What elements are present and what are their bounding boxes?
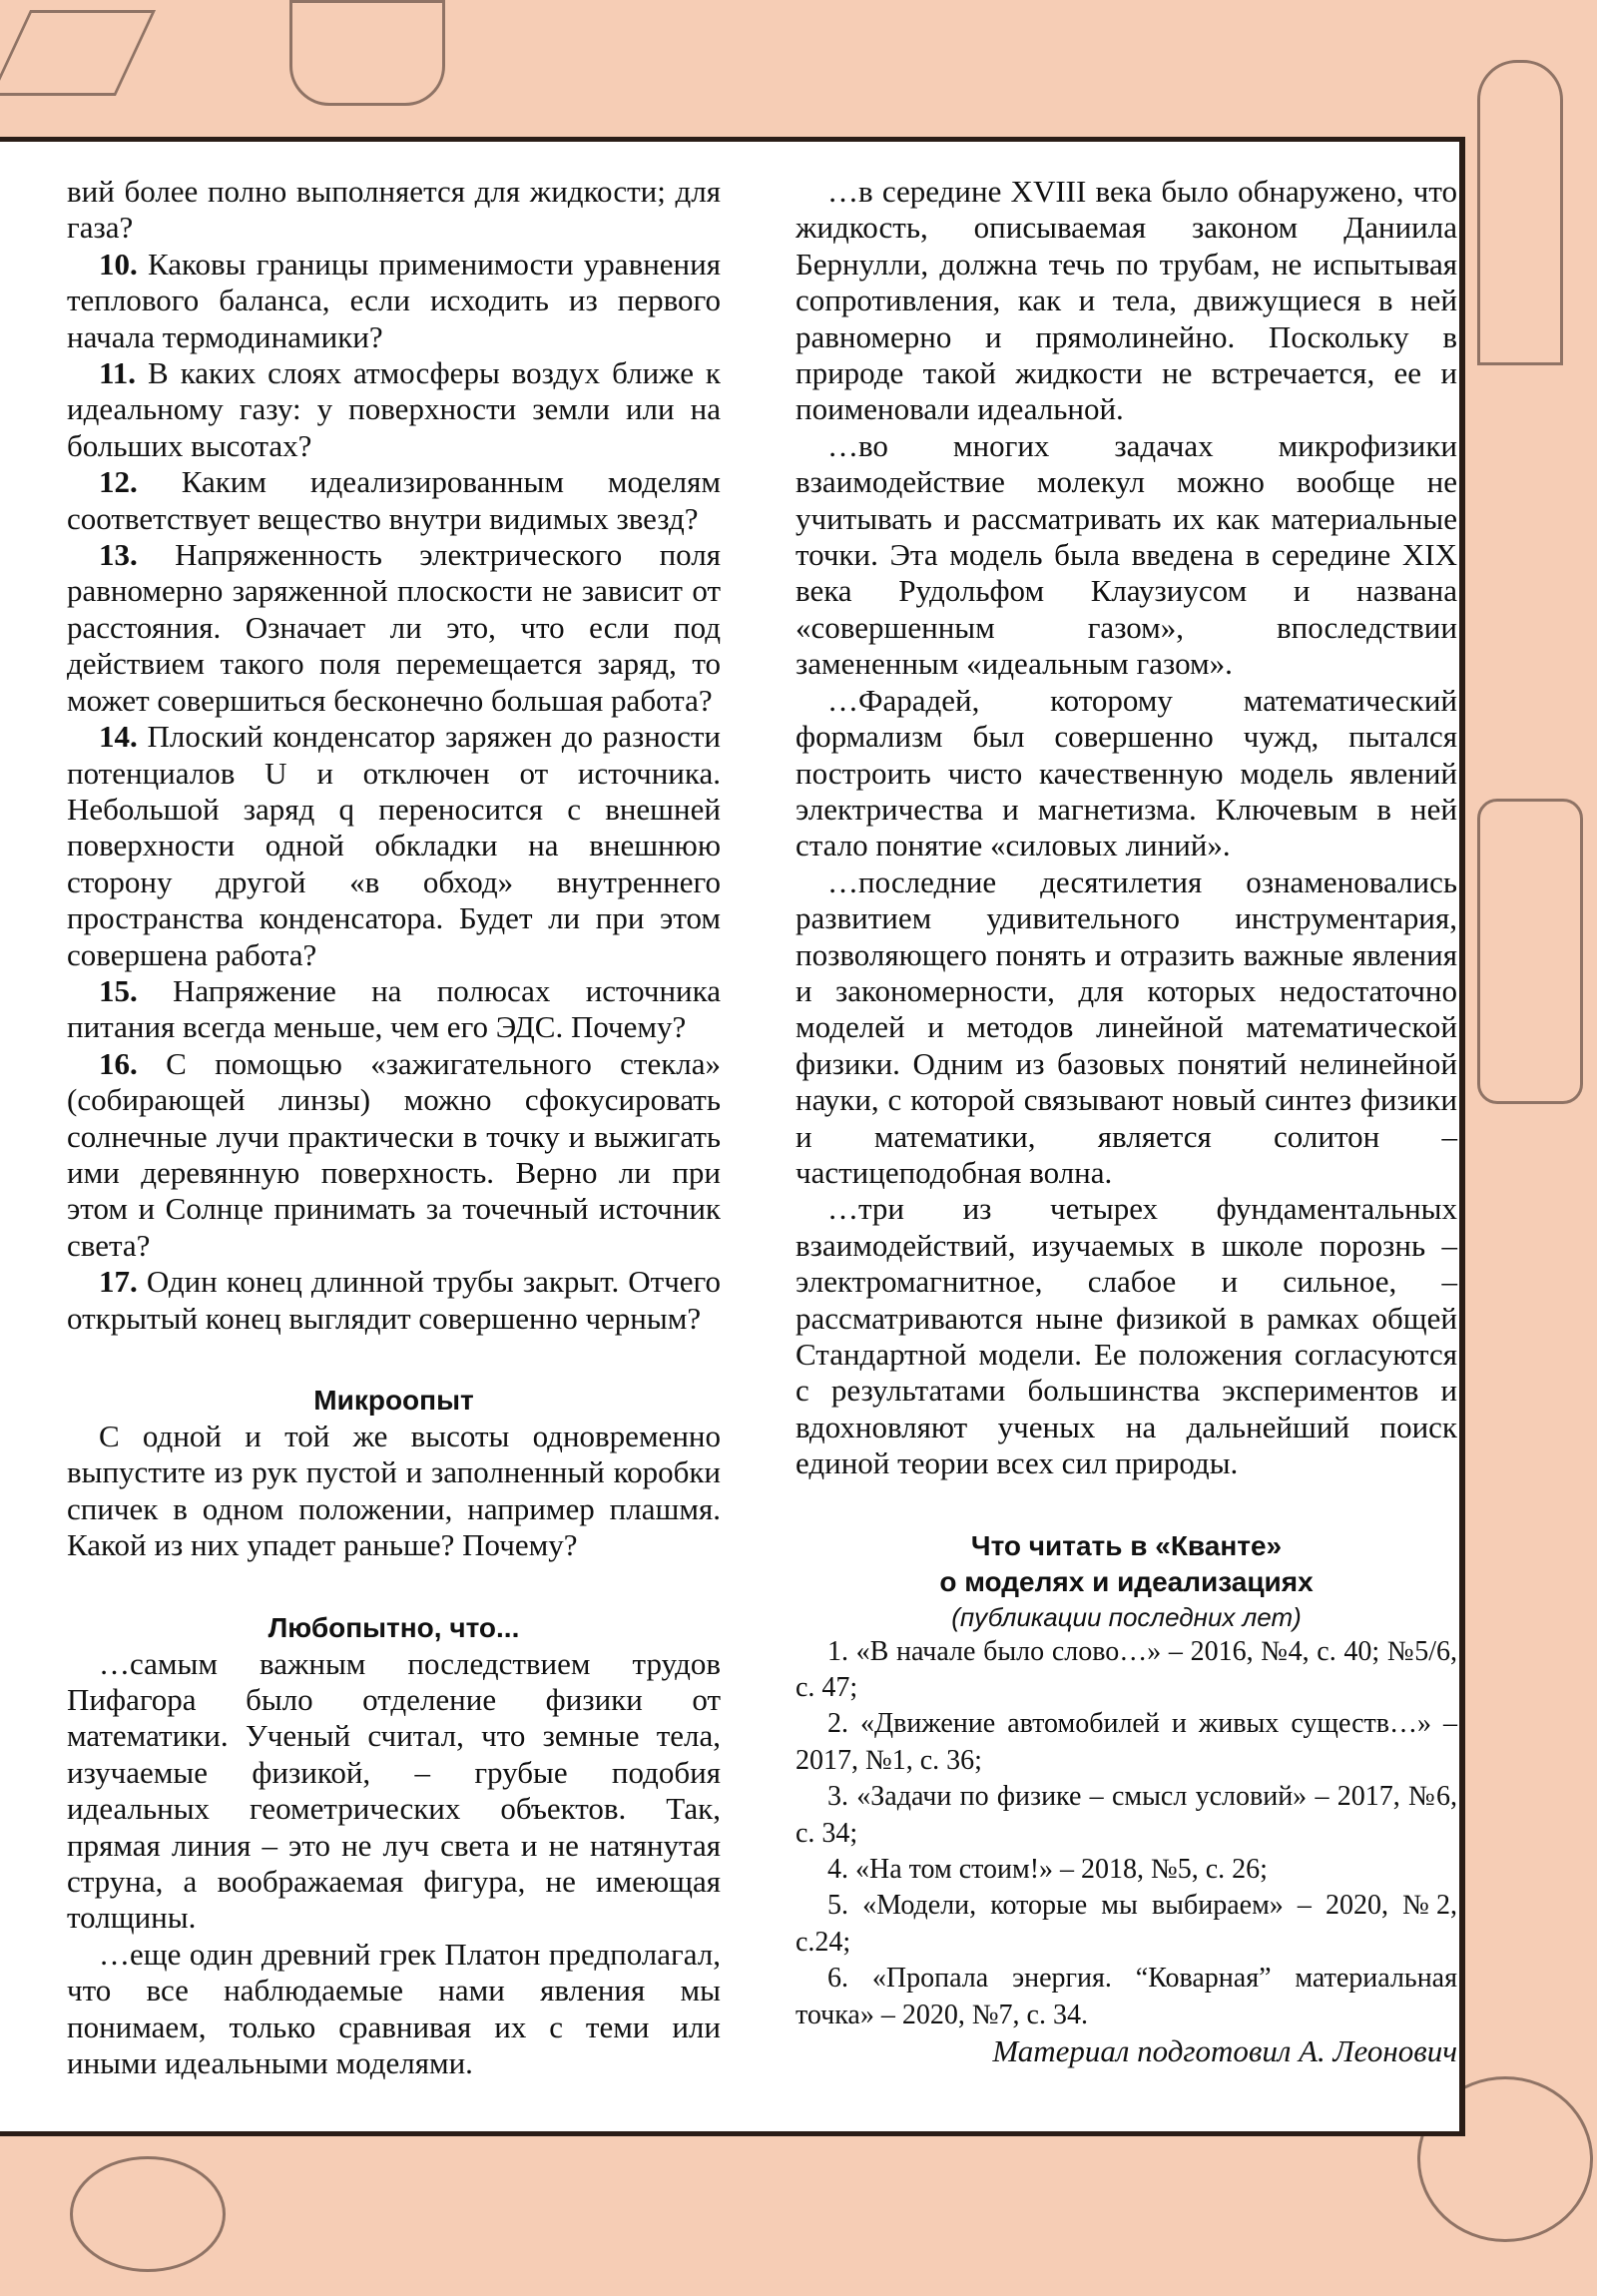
sketch-pot-decoration bbox=[289, 0, 445, 106]
reading-heading-line1: Что читать в «Кванте» bbox=[970, 1529, 1283, 1561]
microexp-text: С одной и той же высоты одновременно выпустите из рук пустой и заполненный коробки спичек в одном положении, например плашмя. Какой из них упадет раньше? Почему? bbox=[67, 1419, 721, 1563]
reference-item: 6. «Пропала энергия. “Коварная” материальная точка» – 2020, №7, с. 34. bbox=[796, 1963, 1457, 2030]
question-item bbox=[67, 464, 721, 537]
fact-paragraph: …три из четырех фундаментальных взаимодействий, изучаемых в школе порознь – электромагнитное, слабое и сильное, – рассматриваются ныне физикой в рамках общей Стандартной модели. Ее положения согласуются с результатами большинства экспериментов и вдохновляют ученых на дальнейший поиск единой теории всех сил природы. bbox=[796, 1191, 1457, 1481]
question-text: Каким идеализированным моделям соответствует вещество внутри видимых звезд? bbox=[67, 464, 721, 536]
question-text: Напряжение на полюсах источника питания всегда меньше, чем его ЭДС. Почему? bbox=[67, 972, 721, 1045]
question-number: 13. bbox=[99, 537, 138, 573]
left-column bbox=[67, 174, 721, 2082]
right-column bbox=[796, 174, 1457, 2070]
question-number: 14. bbox=[99, 719, 138, 755]
fact-paragraph: …последние десятилетия ознаменовались развитием удивительного инструментария, позволяющего понять и отразить важные явления и закономерности, для которых недостаточно моделей и методов линейной математической физики. Одним из базовых понятий нелинейной науки, с которой связывают новый синтез физики и математики, является солитон – частицеподобная волна. bbox=[796, 863, 1457, 1190]
article-page bbox=[0, 137, 1465, 2136]
microexp-heading: Микроопыт bbox=[313, 1385, 474, 1416]
sketch-watermelon-decoration bbox=[70, 2156, 226, 2272]
question-text: Плоский конденсатор заряжен до разности потенциалов U и отключен от источника. Небольшой заряд q переносится с внешней поверхности одной обкладки на внешнюю сторону другой «в обход» внутреннего пространства конденсатора. Будет ли при этом совершена работа? bbox=[67, 719, 722, 972]
reading-subtitle: (публикации последних лет) bbox=[951, 1601, 1302, 1632]
continued-text: вий более полно выполняется для жидкости; для газа? bbox=[67, 174, 721, 246]
question-list bbox=[67, 247, 721, 1337]
question-number: 17. bbox=[99, 1264, 138, 1300]
reading-heading-line2: о моделях и идеализациях bbox=[939, 1565, 1314, 1597]
question-item bbox=[67, 973, 721, 1046]
question-item bbox=[67, 1264, 721, 1337]
question-text: Напряженность электрического поля равномерно заряженной плоскости не зависит от расстояния. Означает ли это, что если под действием такого поля перемещается заряд, то может совершиться бесконечно большая работа? bbox=[67, 537, 721, 718]
reference-item: 1. «В начале было слово…» – 2016, №4, с. 40; №5/6, с. 47; bbox=[796, 1635, 1457, 1704]
curious-heading: Любопытно, что... bbox=[267, 1611, 520, 1643]
question-number: 15. bbox=[99, 972, 138, 1008]
question-text: С помощью «зажигательного стекла» (собирающей линзы) можно сфокусировать солнечные лучи практически в точку и выжигать ими деревянную поверхность. Верно ли при этом и Солнце принимать за точечный источник света? bbox=[67, 1045, 721, 1263]
fact-paragraph: …в середине XVIII века было обнаружено, что жидкость, описываемая законом Даниила Бернулли, должна течь по трубам, не испытывая сопротивления, как и тела, движущиеся в ней равномерно и прямолинейно. Поскольку в природе такой жидкости не встречается, ее и поименовали идеальной. bbox=[796, 174, 1457, 427]
author-signature: Материал подготовил А. Леонович bbox=[992, 2033, 1457, 2069]
question-number: 10. bbox=[99, 246, 138, 282]
reference-item: 4. «На том стоим!» – 2018, №5, с. 26; bbox=[827, 1854, 1268, 1886]
question-number: 16. bbox=[99, 1045, 138, 1081]
question-item bbox=[67, 1046, 721, 1264]
curious-paragraph: …самым важным последствием трудов Пифагора было отделение физики от математики. Ученый считал, что земные тела, изучаемые физикой, – грубые подобия идеальных геометрических объектов. Так, прямая линия – это не луч света и не натянутая струна, а воображаемая фигура, не имеющая толщины. bbox=[67, 1645, 721, 1936]
question-text: Каковы границы применимости уравнения теплового баланса, если исходить из первого начала термодинамики? bbox=[67, 246, 721, 354]
question-text: Один конец длинной трубы закрыт. Отчего открытый конец выглядит совершенно черным? bbox=[67, 1264, 722, 1336]
sketch-clock-decoration bbox=[1477, 60, 1563, 365]
question-item bbox=[67, 355, 721, 464]
sketch-scroll-decoration bbox=[1477, 799, 1583, 1104]
question-number: 11. bbox=[99, 355, 137, 391]
fact-paragraph: …во многих задачах микрофизики взаимодействие молекул можно вообще не учитывать и рассматривать их как материальные точки. Эта модель была введена в середине XIX века Рудольфом Клаузиусом и названа «совершенным газом», впоследствии замененным «идеальным газом». bbox=[796, 427, 1457, 682]
question-item bbox=[67, 537, 721, 719]
reference-item: 2. «Движение автомобилей и живых существ…» – 2017, №1, с. 36; bbox=[796, 1708, 1457, 1776]
question-text: В каких слоях атмосферы воздух ближе к идеальному газу: у поверхности земли или на больших высотах? bbox=[67, 355, 721, 463]
question-item bbox=[67, 247, 721, 355]
sketch-pyramid-decoration bbox=[0, 10, 156, 96]
curious-paragraph: …еще один древний грек Платон предполагал, что все наблюдаемые нами явления мы понимаем, только сравнивая их с теми или иными идеальными моделями. bbox=[67, 1936, 721, 2081]
reference-item: 5. «Модели, которые мы выбираем» – 2020, №2, с.24; bbox=[796, 1890, 1457, 1958]
question-item bbox=[67, 719, 721, 973]
reference-item: 3. «Задачи по физике – смысл условий» – 2017, №6, с. 34; bbox=[796, 1781, 1457, 1849]
question-number: 12. bbox=[99, 464, 138, 500]
fact-paragraph: …Фарадей, которому математический формализм был совершенно чужд, пытался построить чисто качественную модель явлений электричества и магнетизма. Ключевым в ней стало понятие «силовых линий». bbox=[796, 682, 1457, 863]
